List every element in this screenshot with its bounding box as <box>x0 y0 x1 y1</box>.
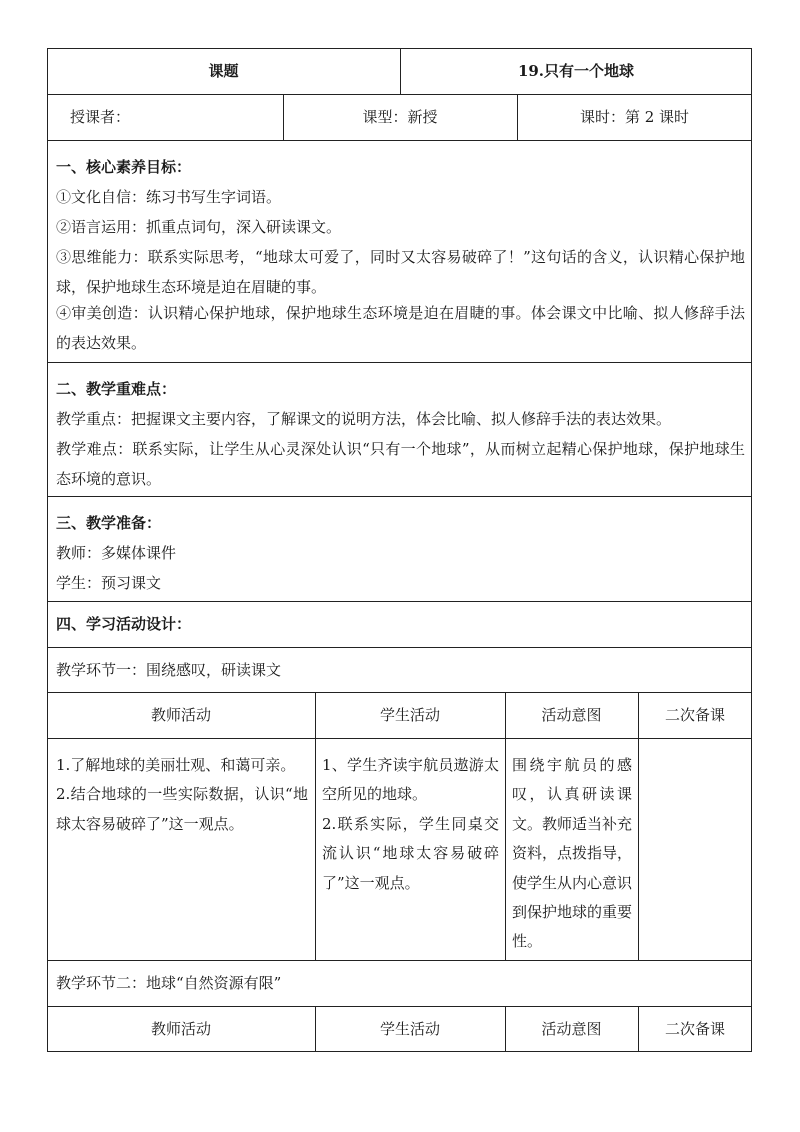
goal-item: ④审美创造：认识精心保护地球，保护地球生态环境是迫在眉睫的事。体会课文中比喻、拟人修辞手法的表达效果。 <box>56 304 745 352</box>
column-header-student: 学生活动 <box>379 1020 440 1038</box>
row-divider <box>47 140 752 141</box>
section-one-student-activity: 1、学生齐读宇航员遨游太空所见的地球。 2.联系实际，学生同桌交流认识“地球太容易破碎了”这一观点。 <box>322 756 499 892</box>
key-points-title: 二、教学重难点： <box>56 380 177 398</box>
row-divider <box>47 496 752 497</box>
row-divider <box>47 1006 752 1007</box>
column-divider <box>505 692 506 960</box>
lesson-type: 课型：新授 <box>362 108 438 126</box>
section-two-title: 教学环节二：地球“自然资源有限” <box>56 974 282 992</box>
column-header-teacher: 教师活动 <box>150 1020 211 1038</box>
key-point-item: 教学重点：把握课文主要内容，了解课文的说明方法，体会比喻、拟人修辞手法的表达效果。 <box>56 410 672 428</box>
column-header-notes: 二次备课 <box>664 1020 725 1038</box>
topic-label: 课题 <box>208 62 239 80</box>
goal-item: ②语言运用：抓重点词句，深入研读课文。 <box>56 218 342 236</box>
activities-title: 四、学习活动设计： <box>56 615 192 633</box>
row-divider <box>47 692 752 693</box>
row-divider <box>47 601 752 602</box>
row-divider <box>47 960 752 961</box>
column-divider <box>315 692 316 960</box>
section-one-title: 教学环节一：围绕感叹，研读课文 <box>56 661 282 679</box>
section-one-teacher-activity: 1.了解地球的美丽壮观、和蔼可亲。 2.结合地球的一些实际数据，认识“地球太容易破碎了”这一观点。 <box>56 756 308 833</box>
preparation-title: 三、教学准备： <box>56 514 162 532</box>
goals-title: 一、核心素养目标： <box>56 158 192 176</box>
goal-item: ③思维能力：联系实际思考，“地球太可爱了，同时又太容易破碎了！”这句话的含义，认识精心保护地球，保护地球生态环境是迫在眉睫的事。 <box>56 248 745 296</box>
lesson-time: 课时：第 2 课时 <box>579 108 690 126</box>
column-divider <box>638 692 639 960</box>
row-divider <box>47 738 752 739</box>
goal-item: ①文化自信：练习书写生字词语。 <box>56 188 282 206</box>
column-header-intent: 活动意图 <box>541 1020 602 1038</box>
row-divider <box>47 362 752 363</box>
preparation-item: 教师：多媒体课件 <box>56 544 177 562</box>
column-header-notes: 二次备课 <box>664 706 725 724</box>
section-one-intent: 围绕宇航员的感叹，认真研读课文。教师适当补充资料，点拨指导，使学生从内心意识到保护地球的重要性。 <box>512 756 633 951</box>
column-header-intent: 活动意图 <box>541 706 602 724</box>
column-header-student: 学生活动 <box>379 706 440 724</box>
topic-value: 19.只有一个地球 <box>517 62 635 80</box>
preparation-item: 学生：预习课文 <box>56 574 162 592</box>
key-point-item: 教学难点：联系实际，让学生从心灵深处认识“只有一个地球”，从而树立起精心保护地球，保护地球生态环境的意识。 <box>56 440 745 488</box>
row-divider <box>47 647 752 648</box>
column-header-teacher: 教师活动 <box>150 706 211 724</box>
teacher-label: 授课者： <box>70 108 131 126</box>
row-divider <box>47 94 752 95</box>
